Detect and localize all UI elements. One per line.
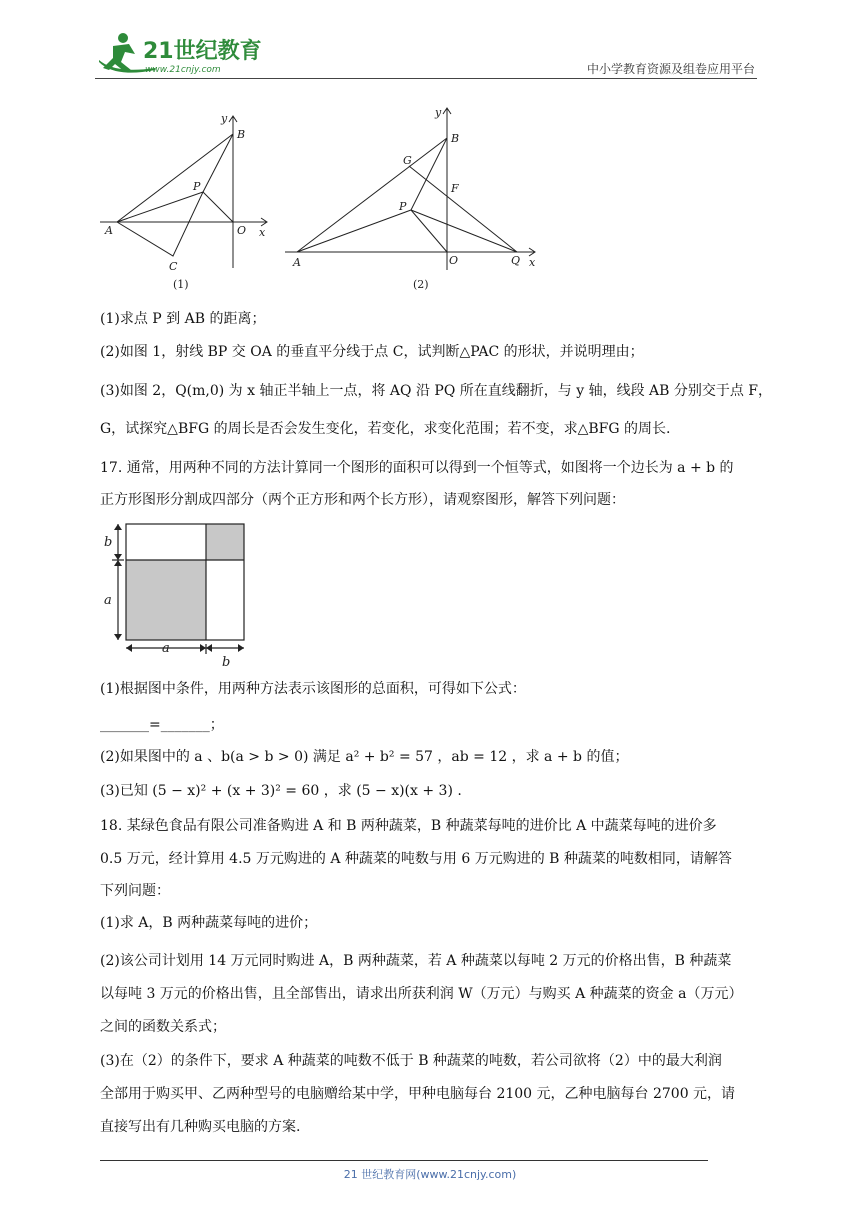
logo-21cnjy	[95, 30, 265, 78]
q16-part1: (1)求点 P 到 AB 的距离；	[100, 311, 266, 327]
figure-square	[100, 520, 260, 670]
fig-label-a-left: a	[104, 593, 112, 608]
footer-link[interactable]: 21 世纪教育网(www.21cnjy.com)	[343, 1168, 517, 1181]
fig2-label-O: O	[449, 254, 459, 267]
figure-2	[285, 100, 545, 295]
fig-label-b-bottom: b	[222, 655, 231, 670]
q18-part2-line2: 以每吨 3 万元的价格出售，且全部售出，请求出所获利润 W（万元）与购买 A 种蔬菜的资金 a（万元）	[100, 986, 743, 1002]
fig2-label-A: A	[293, 256, 301, 269]
q18-stem-line2: 0.5 万元，经计算用 4.5 万元购进的 A 种蔬菜的吨数与用 6 万元购进的 B 种蔬菜的吨数相同，请解答	[100, 851, 732, 867]
fig-label-a-bottom: a	[162, 641, 170, 656]
fig1-label-y: y	[221, 112, 228, 125]
footer-divider	[100, 1160, 708, 1161]
q18-part2-line3: 之间的函数关系式；	[100, 1019, 226, 1035]
fig1-label-P: P	[193, 180, 201, 193]
q18-part3-line2: 全部用于购买甲、乙两种型号的电脑赠给某中学，甲种电脑每台 2100 元，乙种电脑每台 2700 元，请	[100, 1086, 736, 1102]
q16-part3-line1: (3)如图 2，Q(m,0) 为 x 轴正半轴上一点，将 AQ 沿 PQ 所在直线翻折，与 y 轴，线段 AB 分别交于点 F，	[100, 383, 773, 399]
fig1-label-C: C	[169, 260, 178, 273]
fig2-label-Q: Q	[511, 254, 521, 267]
fig2-label-G: G	[403, 154, 412, 167]
header-divider	[95, 78, 757, 79]
fig1-label-A: A	[105, 224, 113, 237]
q18-part3-line3: 直接写出有几种购买电脑的方案.	[100, 1119, 301, 1135]
q18-part2-line1: (2)该公司计划用 14 万元同时购进 A，B 两种蔬菜，若 A 种蔬菜以每吨 2 万元的价格出售，B 种蔬菜	[100, 953, 732, 969]
q18-stem-line3: 下列问题：	[100, 883, 170, 899]
page-header	[95, 30, 755, 80]
fig2-label-B: B	[451, 132, 460, 145]
fig1-label-x: x	[259, 226, 266, 239]
q17-part2: (2)如果图中的 a 、b(a > b > 0) 满足 a² + b² = 57 ，ab = 12 ，求 a + b 的值；	[100, 749, 629, 765]
q18-part3-line1: (3)在（2）的条件下，要求 A 种蔬菜的吨数不低于 B 种蔬菜的吨数，若公司欲将（2）中的最大利润	[100, 1053, 722, 1069]
fig2-label-P: P	[399, 200, 407, 213]
fig1-label-O: O	[237, 224, 247, 237]
q17-stem-line1: 17. 通常，用两种不同的方法计算同一个图形的面积可以得到一个恒等式，如图将一个边长为 a + b 的	[100, 460, 734, 476]
fig2-caption: (2)	[413, 278, 429, 291]
fig-label-b-left: b	[104, 535, 113, 550]
q17-part3: (3)已知 (5 − x)² + (x + 3)² = 60 ，求 (5 − x)(x + 3) .	[100, 783, 462, 799]
fig1-label-B: B	[237, 128, 246, 141]
fig2-label-y: y	[435, 106, 442, 119]
q18-stem-line1: 18. 某绿色食品有限公司准备购进 A 和 B 两种蔬菜，B 种蔬菜每吨的进价比 A 中蔬菜每吨的进价多	[100, 818, 717, 834]
logo-url: www.21cnjy.com	[145, 65, 221, 75]
platform-title: 中小学教育资源及组卷应用平台	[586, 62, 755, 76]
q17-stem-line2: 正方形图形分割成四部分（两个正方形和两个长方形），请观察图形，解答下列问题：	[100, 492, 625, 508]
fig1-caption: (1)	[173, 278, 189, 291]
fig2-label-F: F	[451, 182, 459, 195]
logo-text: 21世纪教育	[143, 39, 262, 64]
q17-part1: (1)根据图中条件，用两种方法表示该图形的总面积，可得如下公式：	[100, 681, 526, 697]
figure-1	[95, 108, 275, 293]
q18-part1: (1)求 A，B 两种蔬菜每吨的进价；	[100, 915, 318, 931]
q16-part3-line2: G，试探究△BFG 的周长是否会发生变化，若变化，求变化范围；若不变，求△BFG 的周长.	[100, 421, 671, 437]
fig2-label-x: x	[529, 256, 536, 269]
q17-part1-blank: _______=_______；	[100, 717, 224, 733]
q16-part2: (2)如图 1，射线 BP 交 OA 的垂直平分线于点 C，试判断△PAC 的形状，并说明理由；	[100, 344, 644, 360]
